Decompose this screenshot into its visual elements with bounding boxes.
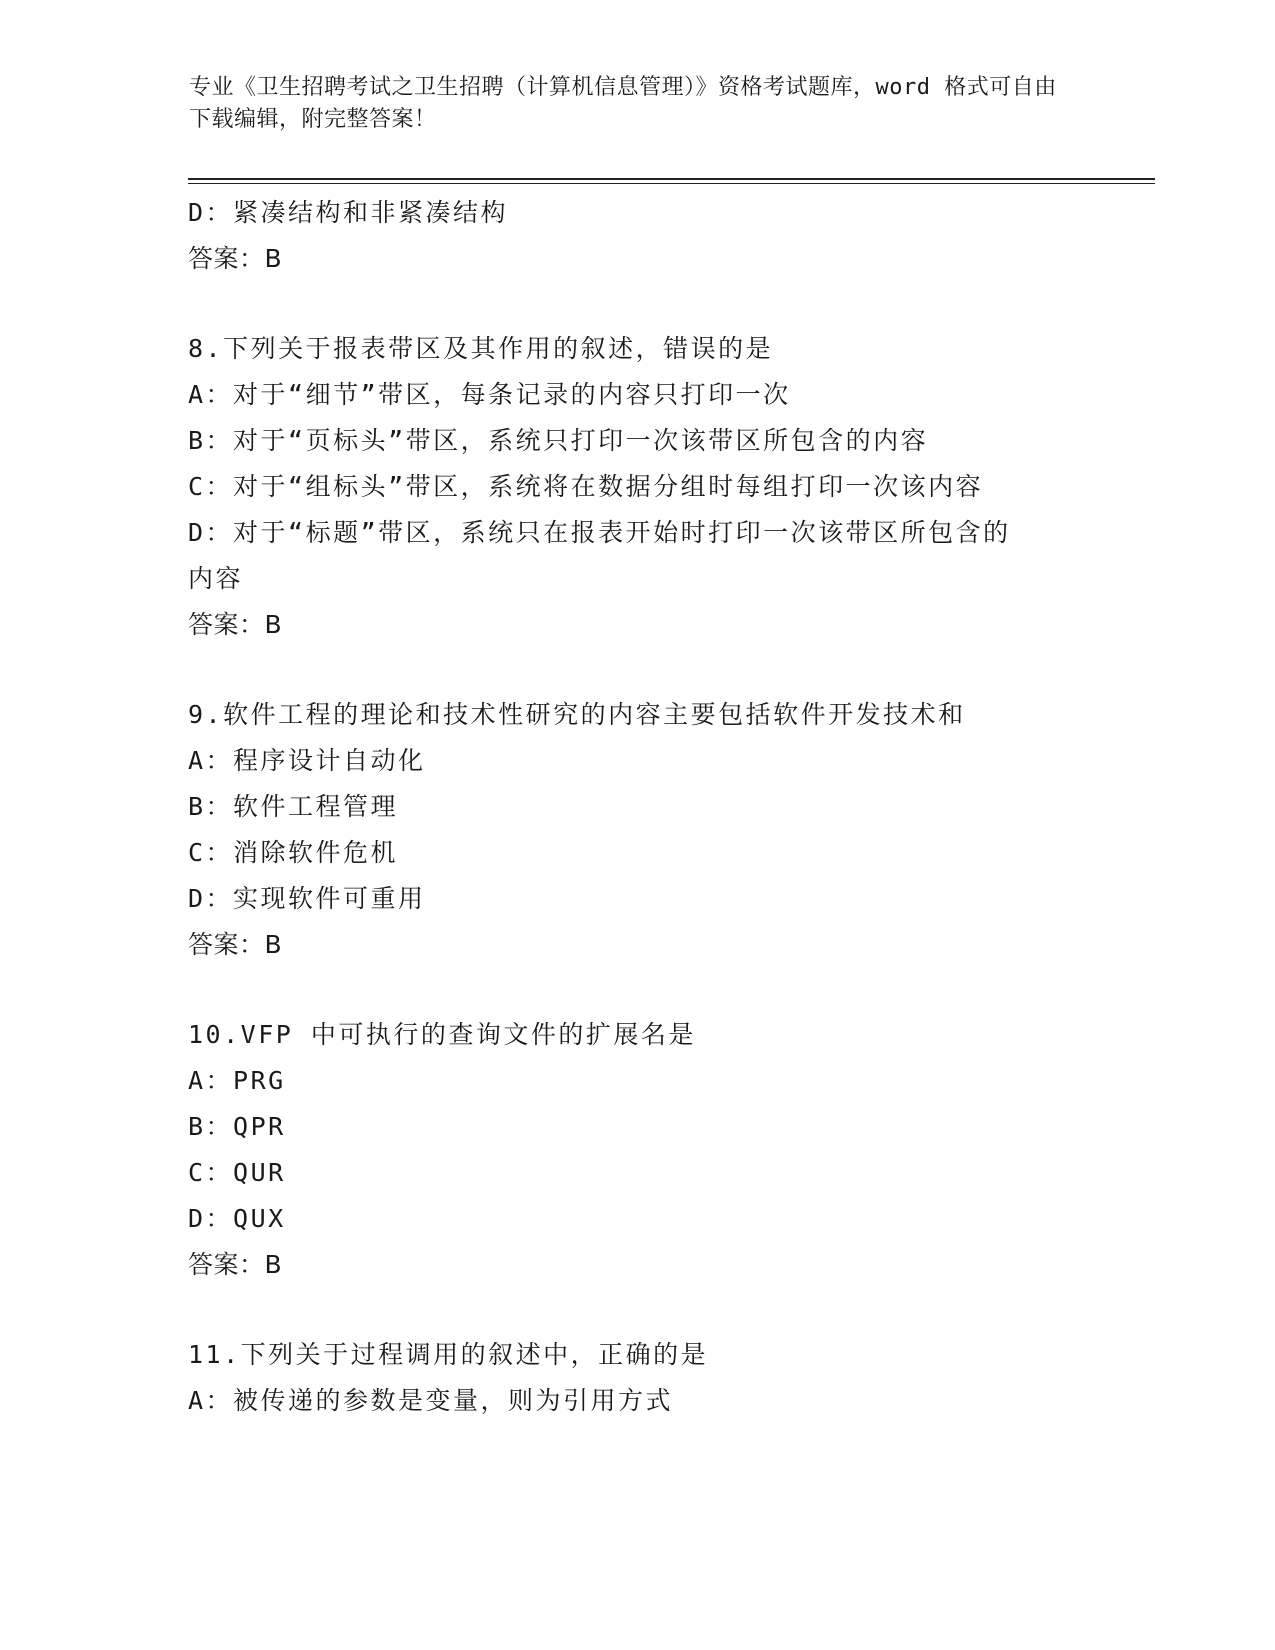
question-7-block <box>188 190 1088 282</box>
question-text: 10.VFP 中可执行的查询文件的扩展名是 <box>188 1020 696 1049</box>
option-d: D：实现软件可重用 <box>188 884 426 913</box>
question-list <box>188 190 1088 1424</box>
question-8-block <box>188 326 1088 648</box>
option-b: B：对于“页标头”带区，系统只打印一次该带区所包含的内容 <box>188 426 929 455</box>
option-b: B：QPR <box>188 1112 286 1141</box>
option-b: B：软件工程管理 <box>188 792 399 821</box>
header-divider-thin <box>188 183 1155 184</box>
option-d: D：对于“标题”带区，系统只在报表开始时打印一次该带区所包含的内容 <box>188 518 1011 593</box>
option-a: A：程序设计自动化 <box>188 746 426 775</box>
question-text: 8.下列关于报表带区及其作用的叙述，错误的是 <box>188 334 774 363</box>
option-c: C：消除软件危机 <box>188 838 399 867</box>
answer-line: 答案：B <box>188 1250 283 1279</box>
option-a: A：PRG <box>188 1066 286 1095</box>
option-c: C：QUR <box>188 1158 286 1187</box>
answer-line: 答案：B <box>188 244 283 273</box>
question-11-block <box>188 1332 1088 1424</box>
option-a: A：对于“细节”带区，每条记录的内容只打印一次 <box>188 380 791 409</box>
option-d: D：QUX <box>188 1204 286 1233</box>
option-d: D：紧凑结构和非紧凑结构 <box>188 198 509 227</box>
document-header <box>189 72 1079 136</box>
option-c: C：对于“组标头”带区，系统将在数据分组时每组打印一次该内容 <box>188 472 984 501</box>
header-intro-text: 专业《卫生招聘考试之卫生招聘（计算机信息管理）》资格考试题库，word 格式可自由下载编辑，附完整答案！ <box>189 75 1057 132</box>
question-9-block <box>188 692 1088 968</box>
answer-line: 答案：B <box>188 930 283 959</box>
question-text: 9.软件工程的理论和技术性研究的内容主要包括软件开发技术和 <box>188 700 966 729</box>
header-divider-thick <box>188 178 1155 180</box>
answer-line: 答案：B <box>188 610 283 639</box>
question-text: 11.下列关于过程调用的叙述中，正确的是 <box>188 1340 709 1369</box>
question-10-block <box>188 1012 1088 1288</box>
option-a: A：被传递的参数是变量，则为引用方式 <box>188 1386 674 1415</box>
